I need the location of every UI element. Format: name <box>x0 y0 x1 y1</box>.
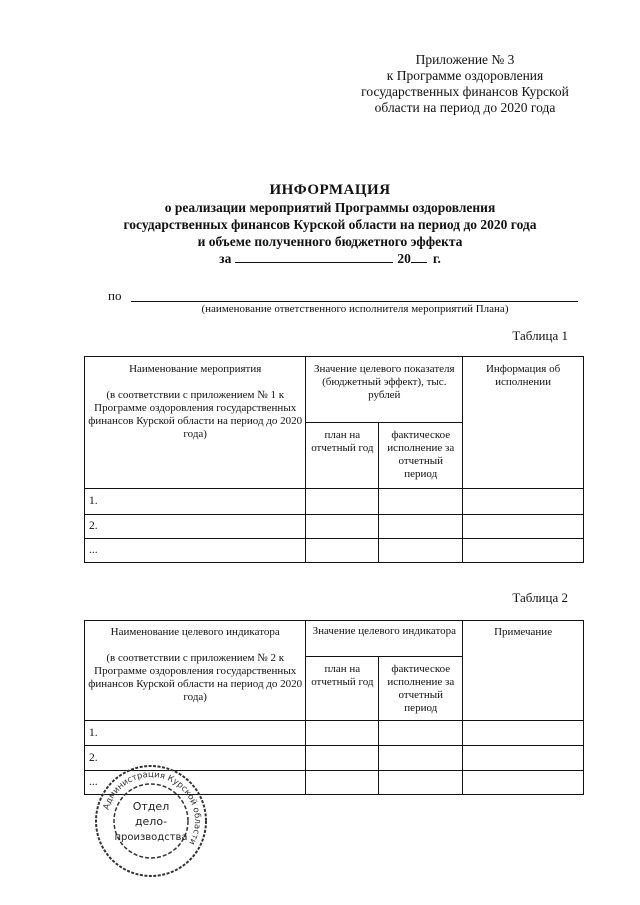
table1-cell[interactable] <box>463 515 584 539</box>
appendix-line-1: Приложение № 3 <box>415 52 515 67</box>
table2-cell[interactable] <box>379 771 463 795</box>
table2-label: Таблица 2 <box>512 590 568 605</box>
table1-header-value <box>306 357 463 423</box>
appendix-line-2: к Программе оздоровления <box>386 68 544 83</box>
table1-sub-fact-text: фактическое исполнение за отчетный период <box>387 429 455 480</box>
table2-header-name <box>85 621 306 721</box>
table2-row-number: 1. <box>85 721 306 746</box>
executor-label: по <box>108 288 122 303</box>
stamp-ring-text: Администрация Курской области <box>101 769 203 847</box>
table2-cell[interactable] <box>306 721 379 746</box>
table2-cell[interactable] <box>379 746 463 771</box>
table-row <box>85 489 584 515</box>
table1-cell[interactable] <box>379 489 463 515</box>
stamp-line-1: Отдел <box>132 800 170 813</box>
table2-col2-title: Значение целевого индикатора <box>312 625 457 637</box>
table1-cell[interactable] <box>379 515 463 539</box>
table2-sub-fact-text: фактическое исполнение за отчетный период <box>387 663 455 714</box>
table2-header-note <box>463 621 584 721</box>
title-year-suffix: г. <box>432 251 441 266</box>
appendix-line-4: области на период до 2020 года <box>374 100 556 115</box>
table1-sub-fact <box>379 423 463 489</box>
table1-label: Таблица 1 <box>512 328 568 343</box>
table1-sub-plan-text: план на отчетный год <box>311 429 374 454</box>
table1-col1-note: (в соответствии с приложением № 1 к Программе оздоровления государственных финансов Курской области на период до 2020 года) <box>88 389 303 440</box>
title-main: ИНФОРМАЦИЯ <box>269 182 391 198</box>
stamp-line-2: дело- <box>134 815 168 828</box>
table2-row-number: 2. <box>85 746 306 771</box>
table-row <box>85 539 584 563</box>
table1-cell[interactable] <box>306 539 379 563</box>
table1-row-number: 1. <box>85 489 306 515</box>
table2-sub-fact <box>379 657 463 721</box>
table1-header-name <box>85 357 306 489</box>
table2-col4-title: Примечание <box>494 626 553 638</box>
executor-blank[interactable] <box>131 289 578 302</box>
table-row <box>85 515 584 539</box>
title-line-2: государственных финансов Курской области на период до 2020 года <box>123 217 537 232</box>
table1-row-number: ... <box>85 539 306 563</box>
title-za: за <box>219 251 232 266</box>
table1-col1-title: Наименование мероприятия <box>129 363 262 375</box>
title-period-line <box>219 250 441 267</box>
executor-hint: (наименование ответственного исполнителя мероприятий Плана) <box>201 303 509 315</box>
table-row <box>85 721 584 746</box>
table1-cell[interactable] <box>306 489 379 515</box>
table2-sub-plan <box>306 657 379 721</box>
executor-row <box>108 288 578 304</box>
table2-header-value <box>306 621 463 657</box>
table2-cell[interactable] <box>463 771 584 795</box>
table2-row-number: ... <box>85 771 306 795</box>
title-year-prefix: 20 <box>397 251 411 266</box>
table2-cell[interactable] <box>306 746 379 771</box>
appendix-header <box>330 52 600 116</box>
title-line-3: и объеме полученного бюджетного эффекта <box>197 234 463 249</box>
table2-col1-title: Наименование целевого индикатора <box>110 626 280 638</box>
table1-cell[interactable] <box>379 539 463 563</box>
table1-header-info <box>463 357 584 489</box>
table1-cell[interactable] <box>463 489 584 515</box>
appendix-line-3: государственных финансов Курской <box>361 84 569 99</box>
table2-cell[interactable] <box>463 746 584 771</box>
table2-sub-plan-text: план на отчетный год <box>311 663 374 688</box>
office-stamp <box>92 762 210 880</box>
table1-sub-plan <box>306 423 379 489</box>
table2-cell[interactable] <box>463 721 584 746</box>
table1-col2-title: Значение целевого показателя (бюджетный эффект), тыс. рублей <box>314 363 455 401</box>
table2-cell[interactable] <box>306 771 379 795</box>
table1-cell[interactable] <box>306 515 379 539</box>
period-blank[interactable] <box>235 250 393 263</box>
year-blank[interactable] <box>411 250 427 263</box>
table1-col4-title: Информация об исполнении <box>485 363 561 388</box>
document-title <box>40 182 620 267</box>
table1-cell[interactable] <box>463 539 584 563</box>
table-1 <box>84 356 584 563</box>
table2-cell[interactable] <box>379 721 463 746</box>
table2-col1-note: (в соответствии с приложением № 2 к Программе оздоровления государственных финансов Курской области на период до 2020 года) <box>88 652 303 703</box>
stamp-line-3: производства <box>114 832 188 843</box>
title-line-1: о реализации мероприятий Программы оздоровления <box>164 200 496 215</box>
table1-row-number: 2. <box>85 515 306 539</box>
